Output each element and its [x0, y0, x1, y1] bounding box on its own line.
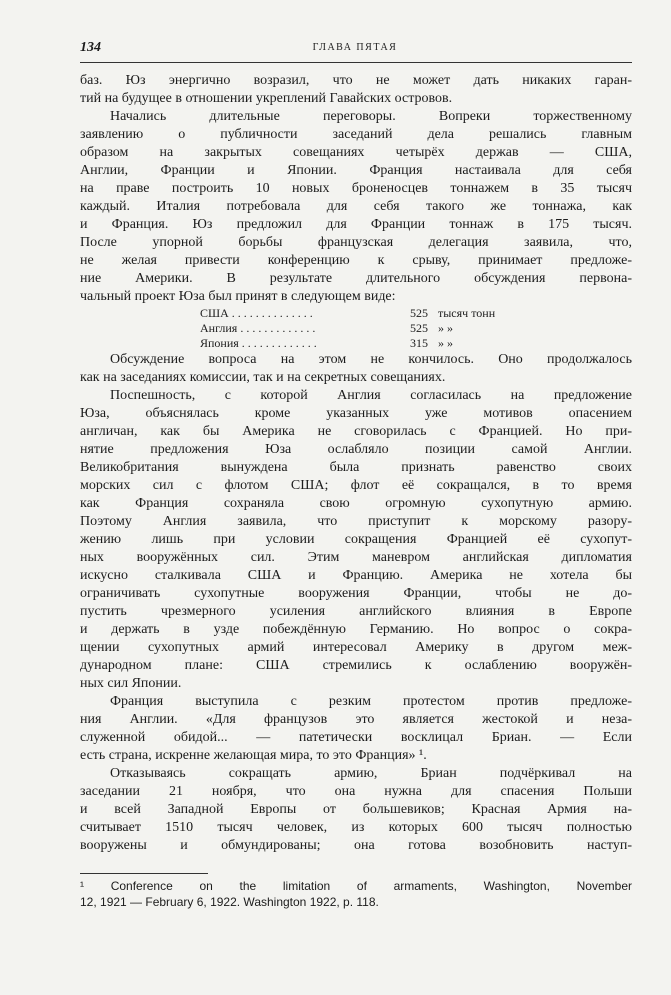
- text-line: ных сил Японии.: [80, 676, 182, 691]
- text-line: баз. Юз энергично возразил, что не может дать никаких гаран-: [80, 73, 632, 88]
- text-line: Обсуждение вопроса на этом не кончилось. Оно продолжалось: [110, 352, 632, 367]
- text-line: ния Англии. «Для французов это является жестокой и неза-: [80, 712, 632, 727]
- text-line: щении сухопутных армий интересовал Америку в другом меж-: [80, 640, 632, 655]
- tonnage-unit: » »: [438, 321, 453, 335]
- tonnage-value: 525: [410, 306, 428, 320]
- text-line: заявлению о публичности заседаний дела решались главным: [80, 127, 632, 142]
- text-line: Поспешность, с которой Англия согласилась на предложение: [110, 388, 632, 403]
- tonnage-value: 315: [410, 336, 428, 350]
- tonnage-unit: тысяч тонн: [438, 306, 496, 320]
- text-line: и держать в узде побеждённую Германию. Но вопрос о сокра-: [80, 622, 632, 637]
- text-line: считывает 1510 тысяч человек, из которых 600 тысяч полностью: [80, 820, 632, 835]
- text-line: Юза, объяснялась кроме указанных уже мотивов опасением: [80, 406, 632, 421]
- text-line: чальный проект Юза был принят в следующем виде:: [80, 289, 396, 304]
- text-line: жению лишь при условии сокращения Францией её сухопут-: [80, 532, 632, 547]
- text-line: как Франция сохраняла свою огромную сухопутную армию.: [80, 496, 632, 511]
- text-line: Отказываясь сокращать армию, Бриан подчёркивал на: [110, 766, 632, 781]
- page-number: 134: [80, 40, 101, 55]
- text-line: морских сил с флотом США; флот её сокращался, в то время: [80, 478, 632, 493]
- paragraph: [80, 351, 632, 387]
- text-line: Великобритания вынуждена была признать равенство своих: [80, 460, 632, 475]
- text-line: как на заседаниях комиссии, так и на секретных совещаниях.: [80, 370, 446, 385]
- paragraph: [80, 108, 632, 306]
- footnote-line: ¹ Conference on the limitation of armaments, Washington, November: [80, 879, 632, 893]
- tonnage-country: США . . . . . . . . . . . . . .: [200, 306, 313, 320]
- text-line: вооружены и обмундированы; она готова возобновить наступ-: [80, 838, 632, 853]
- text-line: нятие предложения Юза ослабляло позиции самой Англии.: [80, 442, 632, 457]
- text-line: Начались длительные переговоры. Вопреки торжественному: [110, 109, 632, 124]
- text-line: и всей Западной Европы от большевиков; Красная Армия на-: [80, 802, 632, 817]
- text-line: не желая привести конференцию к срыву, принимает предложе-: [80, 253, 632, 268]
- text-line: англичан, как бы Америка не сговорилась с Францией. Но при-: [80, 424, 632, 439]
- text-line: искусно сталкивала США и Францию. Америка не хотела бы: [80, 568, 632, 583]
- text-line: образом на закрытых совещаниях четырёх держав — США,: [80, 145, 632, 160]
- text-line: служенной обидой... — патетически восклицал Бриан. — Если: [80, 730, 632, 745]
- text-line: на праве построить 10 новых броненосцев тоннажем в 35 тысяч: [80, 181, 632, 196]
- text-line: пустить чрезмерного усиления английского влияния в Европе: [80, 604, 632, 619]
- footnote-rule: [80, 873, 208, 874]
- tonnage-country: Япония . . . . . . . . . . . . .: [200, 336, 317, 350]
- paragraph: [80, 387, 632, 693]
- header-rule: [80, 62, 632, 63]
- tonnage-country: Англия . . . . . . . . . . . . .: [200, 321, 316, 335]
- text-line: Англии, Франции и Японии. Франция настаивала для себя: [80, 163, 632, 178]
- text-line: есть страна, искренне желающая мира, то это Франция» ¹.: [80, 748, 427, 763]
- text-line: и Франция. Юз предложил для Франции тоннаж в 175 тысяч.: [80, 217, 632, 232]
- tonnage-unit: » »: [438, 336, 453, 350]
- text-line: Франция выступила с резким протестом против предложе-: [110, 694, 632, 709]
- tonnage-row: [200, 306, 632, 321]
- text-line: ных вооружённых сил. Этим маневром английская дипломатия: [80, 550, 632, 565]
- text-line: Поэтому Англия заявила, что приступит к морскому разору-: [80, 514, 632, 529]
- text-line: каждый. Италия потребовала для себя такого же тоннажа, как: [80, 199, 632, 214]
- footnote: [80, 878, 632, 910]
- tonnage-table: [80, 306, 632, 351]
- text-line: дународном плане: США стремились к ослаблению вооружён-: [80, 658, 632, 673]
- text-line: После упорной борьбы французская делегация заявила, что,: [80, 235, 632, 250]
- text-line: тий на будущее в отношении укреплений Гавайских островов.: [80, 91, 453, 106]
- paragraph: [80, 765, 632, 855]
- paragraph: [80, 693, 632, 765]
- tonnage-value: 525: [410, 321, 428, 335]
- paragraph: [80, 72, 632, 108]
- tonnage-row: [200, 321, 632, 336]
- tonnage-row: [200, 336, 632, 351]
- page-header: [80, 40, 630, 60]
- footnote-line: 12, 1921 — February 6, 1922. Washington 1922, p. 118.: [80, 895, 379, 909]
- running-title: ГЛАВА ПЯТАЯ: [312, 42, 398, 53]
- page-body: [80, 72, 632, 855]
- text-line: ние Америки. В результате длительного обсуждения первона-: [80, 271, 632, 286]
- text-line: заседании 21 ноября, что она нужна для спасения Польши: [80, 784, 632, 799]
- text-line: ограничивать сухопутные вооружения Франции, чтобы не до-: [80, 586, 632, 601]
